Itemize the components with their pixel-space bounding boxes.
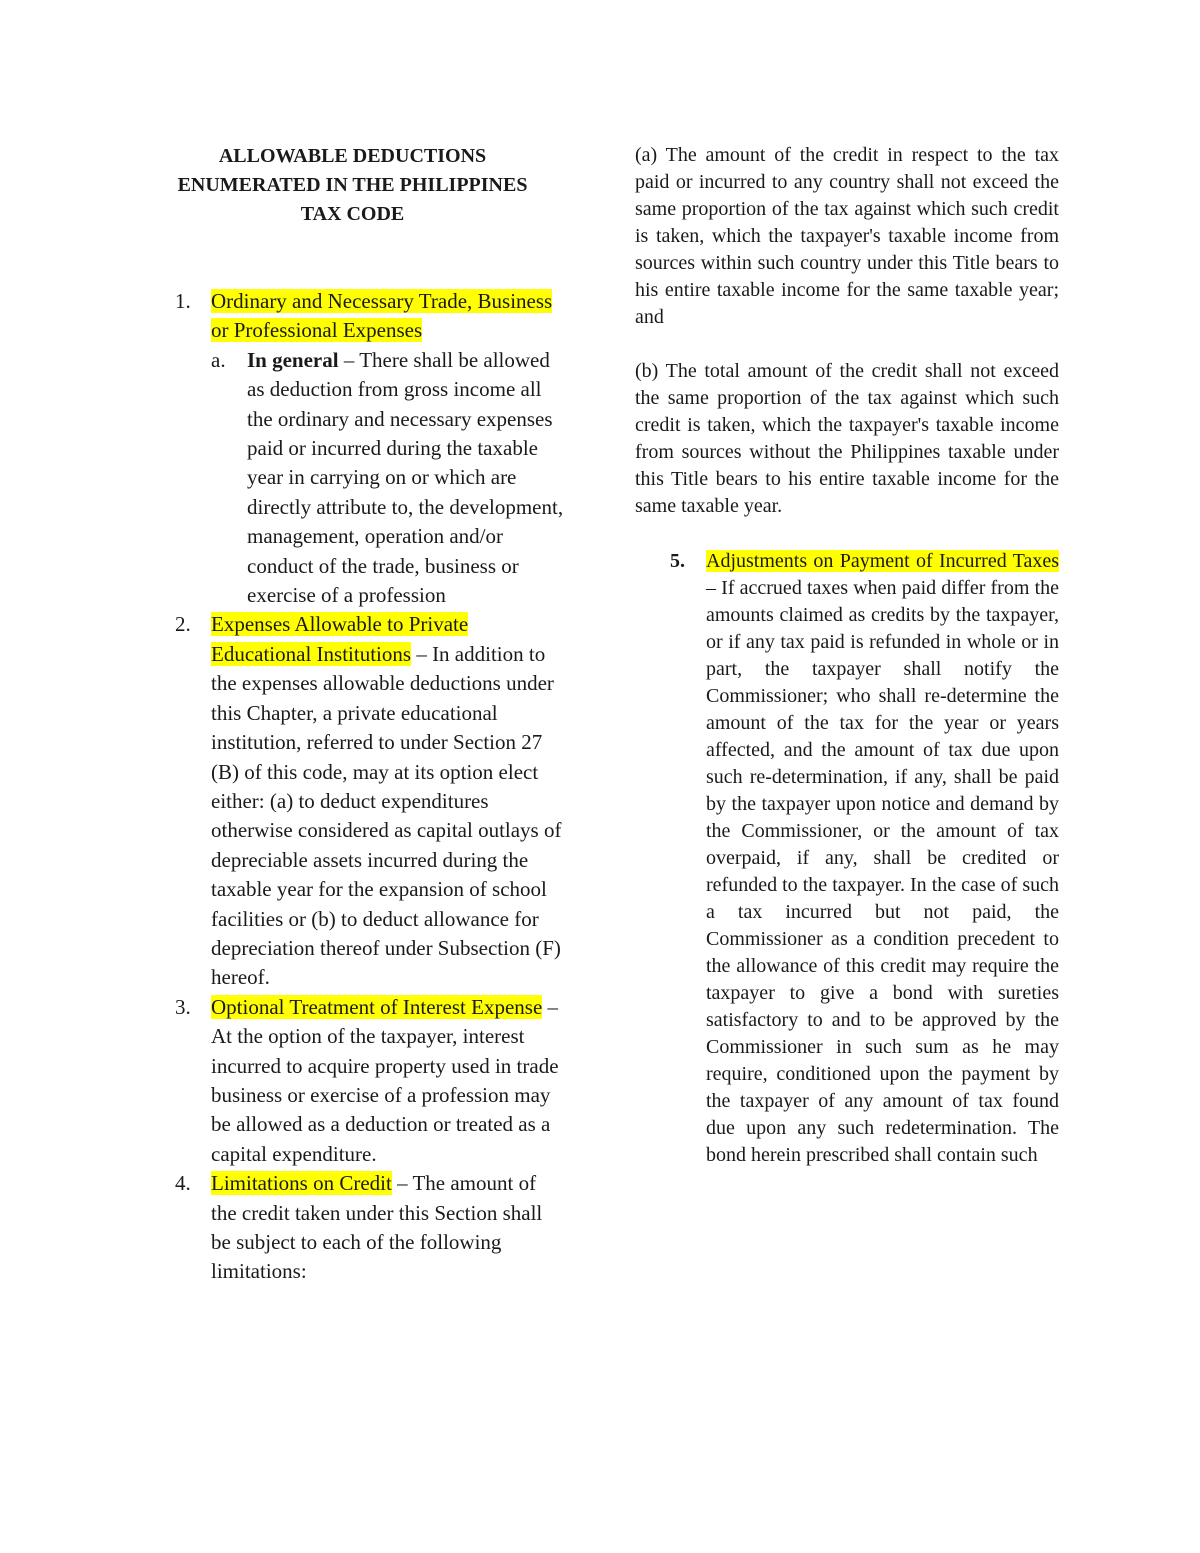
sub-item-text: – There shall be allowed as deduction from gross income all the ordinary and necessary expenses paid or incurred during the taxable year in carrying on or which are directly attribute to, the development, management, operation and/or conduct of the trade, business or exercise of a profession bbox=[247, 347, 564, 608]
deductions-list bbox=[140, 287, 565, 1287]
list-item bbox=[635, 548, 1059, 1169]
title-line: TAX CODE bbox=[300, 203, 405, 225]
list-item bbox=[140, 1169, 565, 1287]
list-item bbox=[140, 993, 565, 1169]
item-text: – The amount of the credit taken under this Section shall be subject to each of the following limitations: bbox=[211, 1171, 543, 1284]
item-heading: Adjustments on Payment of Incurred Taxes bbox=[706, 550, 1059, 572]
sub-item-heading: In general bbox=[247, 347, 339, 372]
title-line: ALLOWABLE DEDUCTIONS bbox=[218, 145, 487, 167]
sub-item-letter: a. bbox=[211, 347, 226, 372]
document-title bbox=[140, 142, 565, 229]
title-line: ENUMERATED IN THE PHILIPPINES bbox=[177, 174, 528, 196]
item-number: 3. bbox=[175, 994, 191, 1019]
paragraph-b: (b) The total amount of the credit shall not exceed the same proportion of the tax against which such credit is taken, which the taxpayer's taxable income from sources without the Philippines taxable under this Title bears to his entire taxable income for the same taxable year. bbox=[635, 360, 1059, 517]
item-number: 5. bbox=[670, 550, 685, 572]
item-text: – If accrued taxes when paid differ from the amounts claimed as credits by the taxpayer, or if any tax paid is refunded in whole or in part, the taxpayer shall notify the Commissioner; who shall re-determine the amount of the tax for the year or years affected, and the amount of tax due upon such re-determination, if any, shall be paid by the taxpayer upon notice and demand by the Commissioner, or the amount of tax overpaid, if any, shall be credited or refunded to the taxpayer. In the case of such a tax incurred but not paid, the Commissioner as a condition precedent to the allowance of this credit may require the taxpayer to give a bond with sureties satisfactory to and to be approved by the Commissioner in such sum as he may require, conditioned upon the payment by the taxpayer of any amount of tax found due upon any such redetermination. The bond herein prescribed shall contain such bbox=[706, 577, 1059, 1166]
item-heading: Limitations on Credit bbox=[211, 1171, 392, 1196]
item-heading: Expenses Allowable to Private Educational Institutions bbox=[211, 612, 469, 666]
item-number: 2. bbox=[175, 612, 191, 637]
item-text: – At the option of the taxpayer, interest incurred to acquire property used in trade business or exercise of a profession may be allowed as a deduction or treated as a capital expenditure. bbox=[211, 994, 559, 1166]
item-heading: Optional Treatment of Interest Expense bbox=[211, 994, 543, 1019]
item-text: – In addition to the expenses allowable deductions under this Chapter, a private educational institution, referred to under Section 27 (B) of this code, may at its option elect either: (a) to deduct expenditures otherwise considered as capital outlays of depreciable assets incurred during the taxable year for the expansion of school facilities or (b) to deduct allowance for depreciation thereof under Subsection (F) hereof. bbox=[211, 641, 562, 990]
paragraph-a: (a) The amount of the credit in respect to the tax paid or incurred to any country shall not exceed the same proportion of the tax against which such credit is taken, which the taxpayer's taxable income from sources within such country under this Title bears to his entire taxable income for the same taxable year; and bbox=[635, 144, 1059, 328]
sub-item bbox=[211, 346, 565, 611]
list-item bbox=[140, 287, 565, 610]
item-heading: Ordinary and Necessary Trade, Business or Professional Expenses bbox=[211, 289, 553, 343]
right-column bbox=[635, 142, 1059, 1169]
left-column bbox=[140, 142, 565, 1287]
list-item bbox=[140, 610, 565, 992]
item-number: 4. bbox=[175, 1171, 191, 1196]
item-number: 1. bbox=[175, 289, 191, 313]
